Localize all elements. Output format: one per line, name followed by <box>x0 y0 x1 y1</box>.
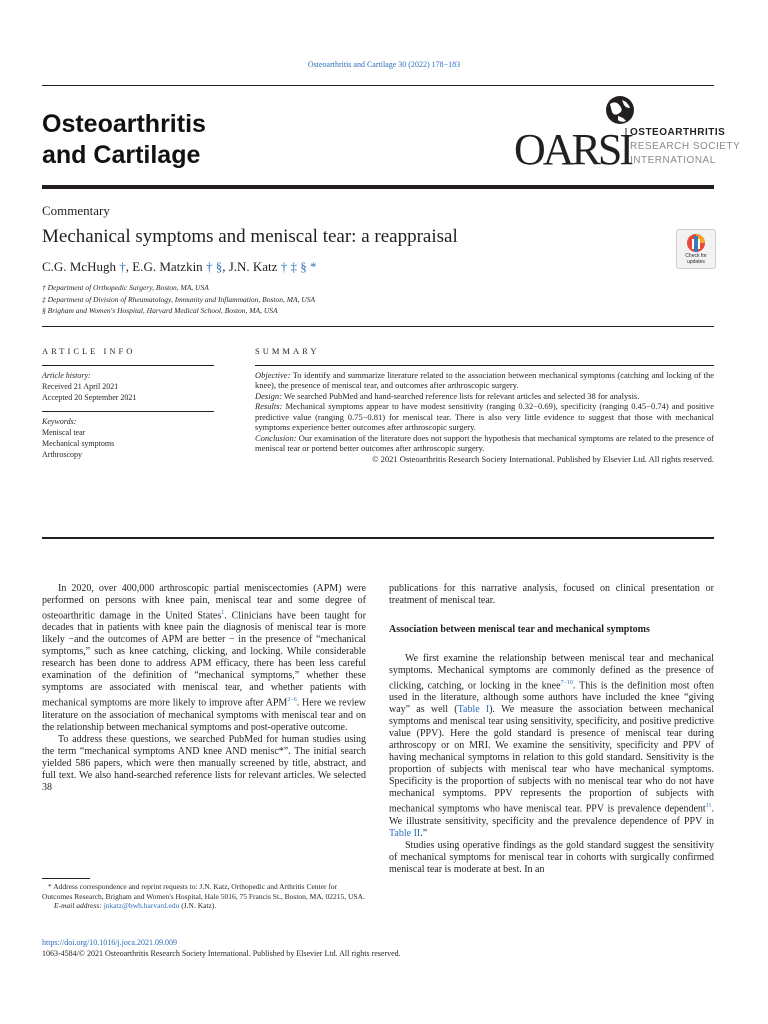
affiliation-item: † Department of Orthopedic Surgery, Boston, MA, USA <box>42 283 209 292</box>
article-info-header: ARTICLE INFO <box>42 346 136 356</box>
article-history-label: Article history: <box>42 371 91 380</box>
oarsi-logo <box>514 94 741 174</box>
summary-conclusion: Conclusion: Our examination of the literature does not support the hypothesis that mechanical symptoms are related to the presence of meniscal tear or portend better outcomes after arthroscopic surgery. <box>255 432 715 453</box>
affiliation-item: ‡ Department of Division of Rheumatology, Immunity and Inflammation, Boston, MA, USA <box>42 294 316 304</box>
author-list: C.G. McHugh †, E.G. Matzkin † §, J.N. Katz † ‡ § * <box>42 259 317 274</box>
author-name[interactable]: J.N. Katz <box>228 259 278 274</box>
logo-oarsi-text: OARSI <box>514 125 632 174</box>
body-paragraph: We first examine the relationship between meniscal tear and mechanical symptoms. Mechanical symptoms are commonly defined as the presence of clicking, catching, or locking in the knee$^{7-10}$. This is the definition most often used in the literature, although some authors have included the knee “giving way” as well (Table I). We measure the association between mechanical symptoms and meniscal tear using sensitivity, specificity, and positive predictive value (PPV). Here the gold standard is presence of meniscal tear during arthroscopy or on MRI. We examine the sensitivity, specificity and PPV of having mechanical symptoms in relation to this gold standard. Sensitivity is the proportion of subjects with meniscal tear who have mechanical symptoms. Specificity is the proportion of subjects with no meniscal tear who do not have mechanical symptoms. PPV represents the proportion of subjects with mechanical symptoms who have meniscal tear. PPV is prevalence dependent$^{11}$. We illustrate sensitivity, specificity and the prevalence dependence of PPV in Table II.” <box>389 653 714 839</box>
section-heading: Association between meniscal tear and mechanical symptoms <box>389 624 650 635</box>
title-block-rule <box>42 326 714 327</box>
citation-link[interactable]: 1 <box>221 610 225 616</box>
affiliations <box>42 282 315 317</box>
logo-society-line1: OSTEOARTHRITIS <box>630 127 726 138</box>
summary-design: Design: We searched PubMed and hand-searched reference lists for relevant articles and selected 38 for analysis. <box>255 390 640 401</box>
body-left-column <box>42 583 366 794</box>
summary-header: SUMMARY <box>255 346 320 356</box>
journal-title-line2: and Cartilage <box>42 141 201 169</box>
abstract-rule <box>42 537 714 539</box>
journal-reference[interactable]: Osteoarthritis and Cartilage 30 (2022) 178−183 <box>307 60 461 69</box>
keyword-item: Meniscal tear <box>42 428 86 437</box>
table-link[interactable]: Table II <box>389 827 421 839</box>
email-link[interactable]: jnkatz@bwh.harvard.edu <box>103 901 180 910</box>
body-paragraph: publications for this narrative analysis, focused on clinical presentation or treatment of meniscal tear. <box>389 583 714 606</box>
masthead-rule <box>42 185 714 189</box>
body-paragraph: In 2020, over 400,000 arthroscopic partial meniscectomies (APM) were performed on persons with knee pain, meniscal tear and some degree of osteoarthritic damage in the United States$^1$. Clinicians have been taught for decades that in patients with knee pain the diagnosis of meniscal tear is more likely −and the outcomes of APM are better − in the presence of “mechanical symptoms,” such as knee catching, clicking, and locking. While considerable research has been done to address APM efficacy, there has been less careful examination of the definition of “mechanical symptoms,” whether these symptoms are associated with meniscal tear, and whether patients with mechanical symptoms are more likely to improve after $APM^{2-6}$. Here we review literature on the association of mechanical symptoms with meniscal tear and on the relationship between mechanical symptoms and post-operative outcome. <box>42 583 367 733</box>
crossmark-label: Check for updates <box>685 253 707 265</box>
footnote-rule <box>42 878 90 879</box>
citation-link[interactable]: 11 <box>705 803 712 810</box>
citation-link[interactable]: 2−6 <box>287 697 297 704</box>
table-link[interactable]: Table I <box>457 704 490 716</box>
author-affiliation-marks[interactable]: † <box>119 259 126 274</box>
footnote-text: * Address correspondence and reprint requests to: J.N. Katz, Orthopedic and Arthritis Center for Outcomes Research, Brigham and Women's Hospital, Hale 5016, 75 Francis St., Boston, MA, 02215, USA. <box>42 882 365 901</box>
body-paragraph: Studies using operative findings as the gold standard suggest the sensitivity of mechanical symptoms for meniscal tear in cohorts with surgically confirmed meniscal tear is moderate at best. In an <box>389 839 714 875</box>
author-affiliation-marks[interactable]: † § <box>205 259 223 274</box>
keywords-label: Keywords: <box>42 417 77 426</box>
page-footer <box>42 938 714 959</box>
affiliation-item: § Brigham and Women's Hospital, Harvard Medical School, Boston, MA, USA <box>42 306 278 315</box>
correspondence-footnote <box>42 882 366 911</box>
author-name[interactable]: E.G. Matzkin <box>132 259 203 274</box>
article-info <box>42 346 214 460</box>
summary <box>255 346 714 464</box>
author-affiliation-marks[interactable]: † ‡ § * <box>280 259 317 274</box>
summary-objective: Objective: To identify and summarize literature related to the association between mechanical symptoms (catching and locking of the knee), the presence of meniscal tear, and outcomes after arthroscopic surgery. <box>255 369 714 390</box>
keyword-item: Mechanical symptoms <box>42 439 115 448</box>
globe-icon <box>606 96 634 124</box>
doi-link[interactable]: https://doi.org/10.1016/j.joca.2021.09.009 <box>42 938 177 947</box>
summary-results: Results: Mechanical symptoms appear to have modest sensitivity (ranging 0.32−0.69), specificity (ranging 0.45−0.74) and positive predictive value (ranging 0.75−0.81) for meniscal tear. There is also very little evidence to suggest that those with mechanical symptoms experience better outcomes after arthroscopic surgery. <box>255 401 714 432</box>
article-type: Commentary <box>42 203 110 218</box>
received-date: Received 21 April 2021 <box>42 382 119 391</box>
accepted-date: Accepted 20 September 2021 <box>42 393 137 402</box>
header-rule <box>42 85 714 86</box>
citation-link[interactable]: 7−10 <box>560 680 573 686</box>
issn-line: 1063-4584/© 2021 Osteoarthritis Research Society International. Published by Elsevier Ltd. All rights reserved. <box>42 948 401 958</box>
logo-society-line3: INTERNATIONAL <box>630 155 716 166</box>
journal-title-line1: Osteoarthritis <box>42 110 206 138</box>
logo-society-line2: RESEARCH SOCIETY <box>630 141 741 152</box>
footnote-email-line: E-mail address: jnkatz@bwh.harvard.edu (J.N. Katz). <box>54 901 217 910</box>
check-for-updates-badge[interactable] <box>676 229 716 269</box>
author-name[interactable]: C.G. McHugh <box>42 259 117 274</box>
article-info-rule <box>42 365 214 366</box>
summary-rule <box>255 365 714 366</box>
summary-copyright: © 2021 Osteoarthritis Research Society International. Published by Elsevier Ltd. All rights reserved. <box>372 453 714 464</box>
body-right-column <box>389 583 714 876</box>
article-title: Mechanical symptoms and meniscal tear: a reappraisal <box>42 226 458 247</box>
body-paragraph: To address these questions, we searched PubMed for human studies using the term “mechanical symptoms AND knee AND menisc*”. The initial search yielded 586 papers, which were then manually screened by title, abstract, and full text. We also hand-searched reference lists for relevant articles. We selected 38 <box>42 733 366 793</box>
keyword-item: Arthroscopy <box>42 450 82 459</box>
journal-title <box>42 109 206 171</box>
keywords-rule <box>42 411 214 412</box>
